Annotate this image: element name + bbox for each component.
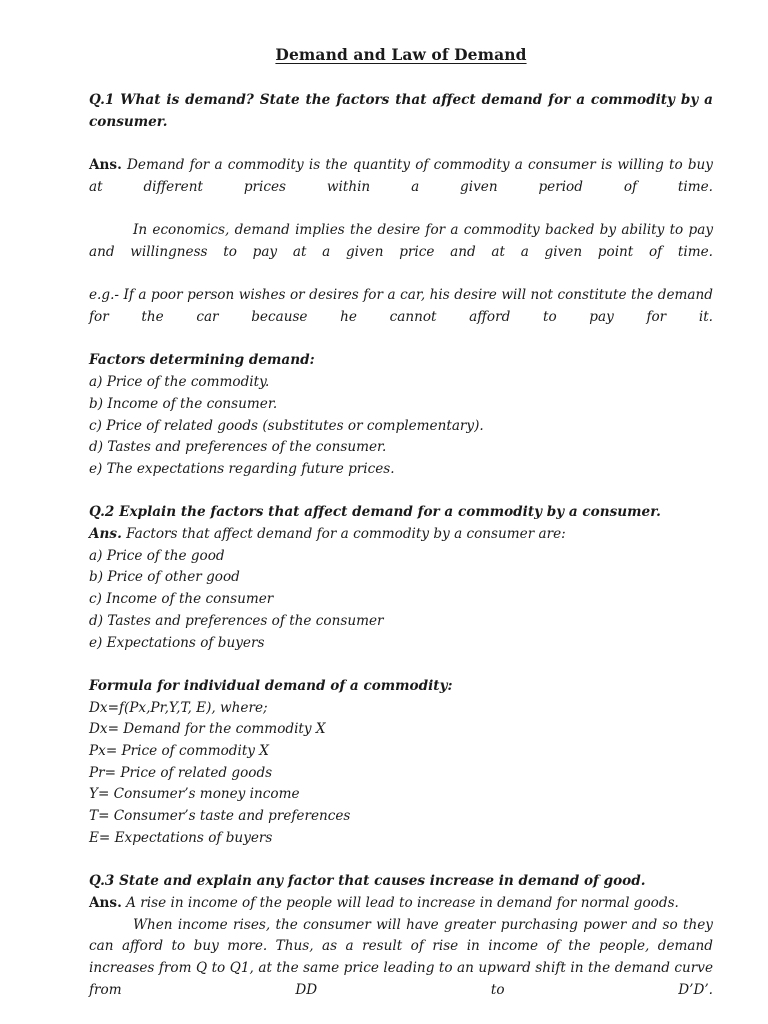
list-item: a) Price of the commodity.	[89, 374, 270, 391]
formula-line: Dx= Demand for the commodity X	[89, 721, 326, 738]
section-spacer	[89, 654, 713, 676]
formula-line: Pr= Price of related goods	[89, 764, 273, 781]
question-heading-q1	[89, 90, 713, 155]
question-heading-q2	[89, 502, 713, 524]
answer-paragraph-q3	[89, 893, 713, 915]
formula-line: E= Expectations of buyers	[89, 829, 273, 846]
answer-text-q2: Factors that affect demand for a commodity by a consumer are:	[126, 526, 566, 543]
answer-explanation-text-q3: When income rises, the consumer will have greater purchasing power and so they can afford to buy more. Thus, as a result of rise in income of the people, demand increases from Q to Q1, at the same price leading to an upward shift in the demand curve from DD to D’D’.	[89, 916, 713, 998]
list-item: b) Income of the consumer.	[89, 395, 278, 412]
section-spacer	[89, 481, 713, 503]
question-label-q1: Q.1	[89, 92, 115, 108]
answer-text-q1: Demand for a commodity is the quantity of commodity a consumer is willing to buy at different prices within a given period of time.	[89, 157, 713, 195]
answer-extra-paragraph-q1	[89, 220, 713, 285]
list-item: e) The expectations regarding future prices.	[89, 460, 395, 477]
formula-line: Px= Price of commodity X	[89, 743, 269, 760]
answer-paragraph-q1	[89, 155, 713, 220]
page-title-text: Demand and Law of Demand	[275, 45, 527, 64]
answer-explanation-paragraph-q3	[89, 915, 713, 1024]
answer-label-q1: Ans.	[89, 157, 122, 174]
question-heading-q3	[89, 871, 713, 893]
answer-label-q3: Ans.	[89, 894, 122, 911]
answer-extra-text-q1: In economics, demand implies the desire for a commodity backed by ability to pay and willingness to pay at a given price and at a given point of time.	[89, 222, 713, 260]
list-item: b) Price of other good	[89, 569, 240, 586]
list-item: d) Tastes and preferences of the consumer.	[89, 439, 387, 456]
question-label-q3: Q.3	[89, 873, 115, 890]
question-label-q2: Q.2	[89, 504, 115, 521]
answer-label-q2: Ans.	[89, 526, 122, 543]
question-text-q2: Explain the factors that affect demand for a commodity by a consumer.	[119, 504, 661, 521]
formula-heading: Formula for individual demand of a commodity:	[89, 677, 453, 694]
list-item: c) Income of the consumer	[89, 591, 274, 608]
question-text-q1: What is demand? State the factors that affect demand for a commodity by a consumer.	[89, 92, 713, 130]
list-item: e) Expectations of buyers	[89, 634, 265, 651]
list-item: a) Price of the good	[89, 547, 225, 564]
formula-line: T= Consumer’s taste and preferences	[89, 808, 351, 825]
answer-example-text-q1: e.g.- If a poor person wishes or desires for a car, his desire will not constitute the demand for the car because he cannot afford to pay for it.	[89, 287, 713, 326]
list-item: d) Tastes and preferences of the consumer	[89, 612, 384, 629]
answer-example-paragraph-q1	[89, 285, 713, 350]
factors-list-heading-q1: Factors determining demand:	[89, 352, 315, 369]
question-text-q3: State and explain any factor that causes increase in demand of good.	[119, 873, 646, 890]
formula-line: Y= Consumer’s money income	[89, 786, 300, 803]
page-title	[89, 44, 713, 66]
list-item: c) Price of related goods (substitutes or complementary).	[89, 417, 484, 434]
answer-paragraph-q2	[89, 524, 713, 546]
document-body	[89, 44, 713, 1023]
section-spacer	[89, 850, 713, 872]
answer-text-q3: A rise in income of the people will lead to increase in demand for normal goods.	[126, 894, 679, 911]
formula-line: Dx=f(Px,Pr,Y,T, E), where;	[89, 699, 268, 716]
